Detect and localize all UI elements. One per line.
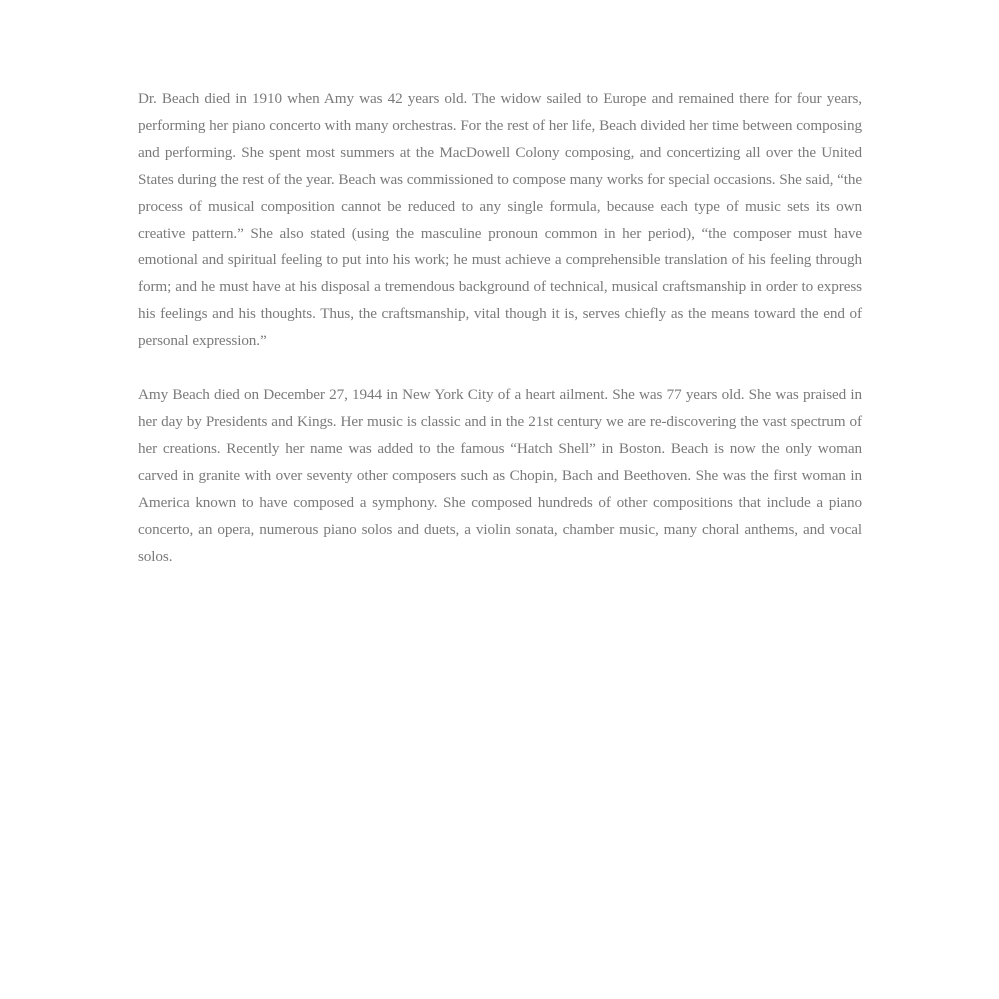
paragraph-1: Dr. Beach died in 1910 when Amy was 42 years old. The widow sailed to Europe and remained there for four years, performing her piano concerto with many orchestras. For the rest of her life, Beach divided her time between composing and performing. She spent most summers at the MacDowell Colony composing, and concertizing all over the United States during the rest of the year. Beach was commissioned to compose many works for special occasions. She said, “the process of musical composition cannot be reduced to any single formula, because each type of music sets its own creative pattern.” She also stated (using the masculine pronoun common in her period), “the composer must have emotional and spiritual feeling to put into his work; he must achieve a comprehensible translation of his feeling through form; and he must have at his disposal a tremendous background of technical, musical craftsmanship in order to express his feelings and his thoughts. Thus, the craftsmanship, vital though it is, serves chiefly as the means toward the end of personal expression.” xyxy=(138,90,862,350)
paragraph-2: Amy Beach died on December 27, 1944 in New York City of a heart ailment. She was 77 years old. She was praised in her day by Presidents and Kings. Her music is classic and in the 21st century we are re-discovering the vast spectrum of her creations. Recently her name was added to the famous “Hatch Shell” in Boston. Beach is now the only woman carved in granite with over seventy other composers such as Chopin, Bach and Beethoven. She was the first woman in America known to have composed a symphony. She composed hundreds of other compositions that include a piano concerto, an opera, numerous piano solos and duets, a violin sonata, chamber music, many choral anthems, and vocal solos. xyxy=(138,386,862,565)
body-text xyxy=(138,86,862,570)
